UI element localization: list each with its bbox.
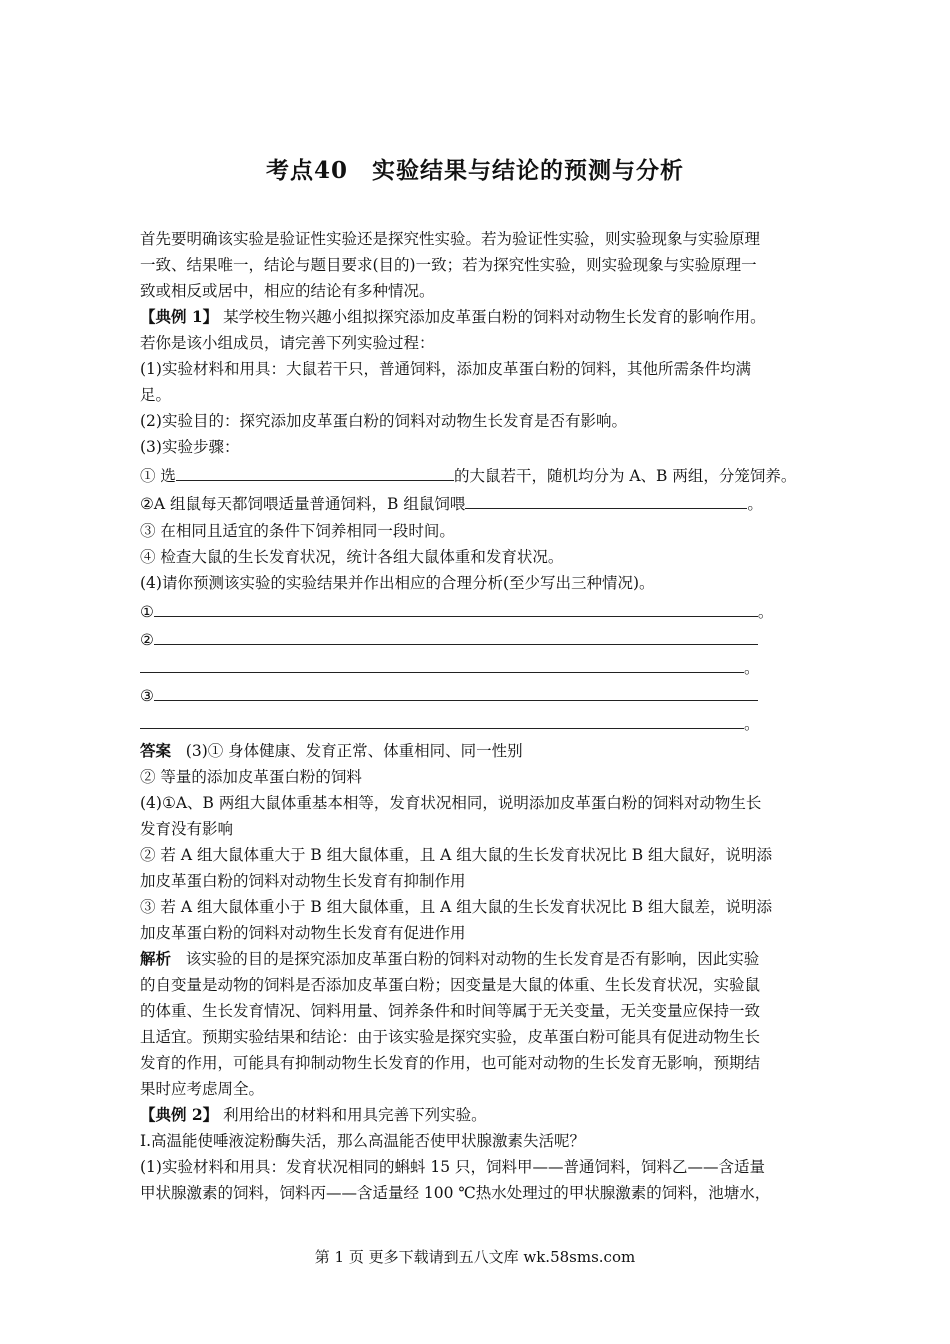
- step1-blank[interactable]: [176, 465, 454, 481]
- materials-line-2: 足。: [140, 386, 172, 404]
- answer-line-7: ③ 若 A 组大鼠体重小于 B 组大鼠体重，且 A 组大鼠的生长发育状况比 B 组大鼠差，说明添: [140, 898, 773, 916]
- step2-suffix: 。: [747, 495, 763, 513]
- analysis-tag: 解析: [140, 949, 172, 968]
- prediction-1-blank[interactable]: [154, 601, 758, 617]
- answer-line-5: ② 若 A 组大鼠体重大于 B 组大鼠体重，且 A 组大鼠的生长发育状况比 B 组大鼠好，说明添: [140, 846, 773, 864]
- analysis-line-2: 的自变量是动物的饲料是否添加皮革蛋白粉；因变量是大鼠的体重、生长发育状况，实验鼠: [140, 976, 761, 994]
- intro-line-1: 首先要明确该实验是验证性实验还是探究性实验。若为验证性实验，则实验现象与实验原理: [140, 230, 761, 248]
- answer-line-4: 发育没有影响: [140, 820, 234, 838]
- page-title: 考点40 实验结果与结论的预测与分析: [265, 157, 684, 184]
- prediction-3-marker: ③: [140, 687, 154, 705]
- prediction-2-marker: ②: [140, 631, 154, 649]
- step2-blank[interactable]: [465, 493, 747, 509]
- prediction-2: [140, 629, 820, 650]
- analysis-line-3: 的体重、生长发育情况、饲料用量、饲养条件和时间等属于无关变量，无关变量应保持一致: [140, 1002, 761, 1020]
- example1-line-2: 若你是该小组成员，请完善下列实验过程：: [140, 334, 435, 352]
- step1-suffix: 的大鼠若干，随机均分为 A、B 两组，分笼饲养。: [453, 467, 797, 485]
- prediction-2-blank[interactable]: [154, 629, 758, 645]
- example1-text: 某学校生物兴趣小组拟探究添加皮革蛋白粉的饲料对动物生长发育的影响作用。: [223, 308, 766, 326]
- step1-prefix: ① 选: [140, 467, 176, 485]
- step-1: [140, 465, 820, 486]
- example1-header: [140, 307, 820, 327]
- example2-text: 利用给出的材料和用具完善下列实验。: [223, 1106, 487, 1124]
- example2-tag: 【典例 2】: [140, 1105, 219, 1124]
- answer-tag: 答案: [140, 741, 172, 760]
- prediction-3-cont: [140, 713, 820, 734]
- example2-header: [140, 1105, 820, 1125]
- example2-question: Ⅰ.高温能使唾液淀粉酶失活，那么高温能否使甲状腺激素失活呢？: [140, 1132, 586, 1150]
- analysis-line-5: 发育的作用，可能具有抑制动物生长发育的作用，也可能对动物的生长发育无影响，预期结: [140, 1054, 761, 1072]
- example2-materials-1: (1)实验材料和用具：发育状况相同的蝌蚪 15 只，饲料甲——普通饲料，饲料乙——含适量: [140, 1158, 766, 1176]
- predict-prompt: (4)请你预测该实验的实验结果并作出相应的合理分析(至少写出三种情况)。: [140, 574, 655, 592]
- intro-line-3: 致或相反或居中，相应的结论有多种情况。: [140, 282, 435, 300]
- analysis-line-1: [140, 949, 820, 969]
- example2-materials-2: 甲状腺激素的饲料，饲料丙——含适量经 100 ℃热水处理过的甲状腺激素的饲料，池塘水，: [140, 1184, 771, 1202]
- prediction-1-marker: ①: [140, 603, 154, 621]
- prediction-3: [140, 685, 820, 706]
- step-2: [140, 493, 820, 514]
- prediction-1-end: 。: [757, 603, 774, 621]
- step-4: ④ 检查大鼠的生长发育状况，统计各组大鼠体重和发育状况。: [140, 548, 564, 566]
- prediction-3-blank-2[interactable]: [140, 713, 744, 729]
- example1-tag: 【典例 1】: [140, 307, 219, 326]
- prediction-2-cont: [140, 657, 820, 678]
- analysis-text-1: 该实验的目的是探究添加皮革蛋白粉的饲料对动物的生长发育是否有影响，因此实验: [185, 950, 760, 968]
- materials-line-1: (1)实验材料和用具：大鼠若干只，普通饲料，添加皮革蛋白粉的饲料，其他所需条件均满: [140, 360, 751, 378]
- analysis-line-6: 果时应考虑周全。: [140, 1080, 265, 1098]
- step2-prefix: ②A 组鼠每天都饲喂适量普通饲料，B 组鼠饲喂: [140, 495, 466, 513]
- prediction-2-blank-2[interactable]: [140, 657, 744, 673]
- step-3: ③ 在相同且适宜的条件下饲养相同一段时间。: [140, 522, 455, 540]
- intro-line-2: 一致、结果唯一，结论与题目要求(目的)一致；若为探究性实验，则实验现象与实验原理一: [140, 256, 757, 274]
- answer-line-3: (4)①A、B 两组大鼠体重基本相等，发育状况相同，说明添加皮革蛋白粉的饲料对动物生长: [140, 794, 762, 812]
- prediction-3-blank[interactable]: [154, 685, 758, 701]
- prediction-3-end: 。: [744, 715, 760, 733]
- page-footer: 第 1 页 更多下载请到五八文库 wk.58sms.com: [314, 1248, 636, 1266]
- purpose-line: (2)实验目的：探究添加皮革蛋白粉的饲料对动物生长发育是否有影响。: [140, 412, 627, 430]
- prediction-1: [140, 601, 820, 622]
- answer-line-8: 加皮革蛋白粉的饲料对动物生长发育有促进作用: [140, 924, 466, 942]
- steps-heading: (3)实验步骤：: [140, 438, 240, 456]
- answer-text-1: (3)① 身体健康、发育正常、体重相同、同一性别: [185, 742, 523, 760]
- answer-line-6: 加皮革蛋白粉的饲料对动物生长发育有抑制作用: [140, 872, 466, 890]
- answer-line-2: ② 等量的添加皮革蛋白粉的饲料: [140, 768, 362, 786]
- prediction-2-end: 。: [744, 659, 760, 677]
- analysis-line-4: 且适宜。预期实验结果和结论：由于该实验是探究实验，皮革蛋白粉可能具有促进动物生长: [140, 1028, 761, 1046]
- answer-line-1: [140, 741, 820, 761]
